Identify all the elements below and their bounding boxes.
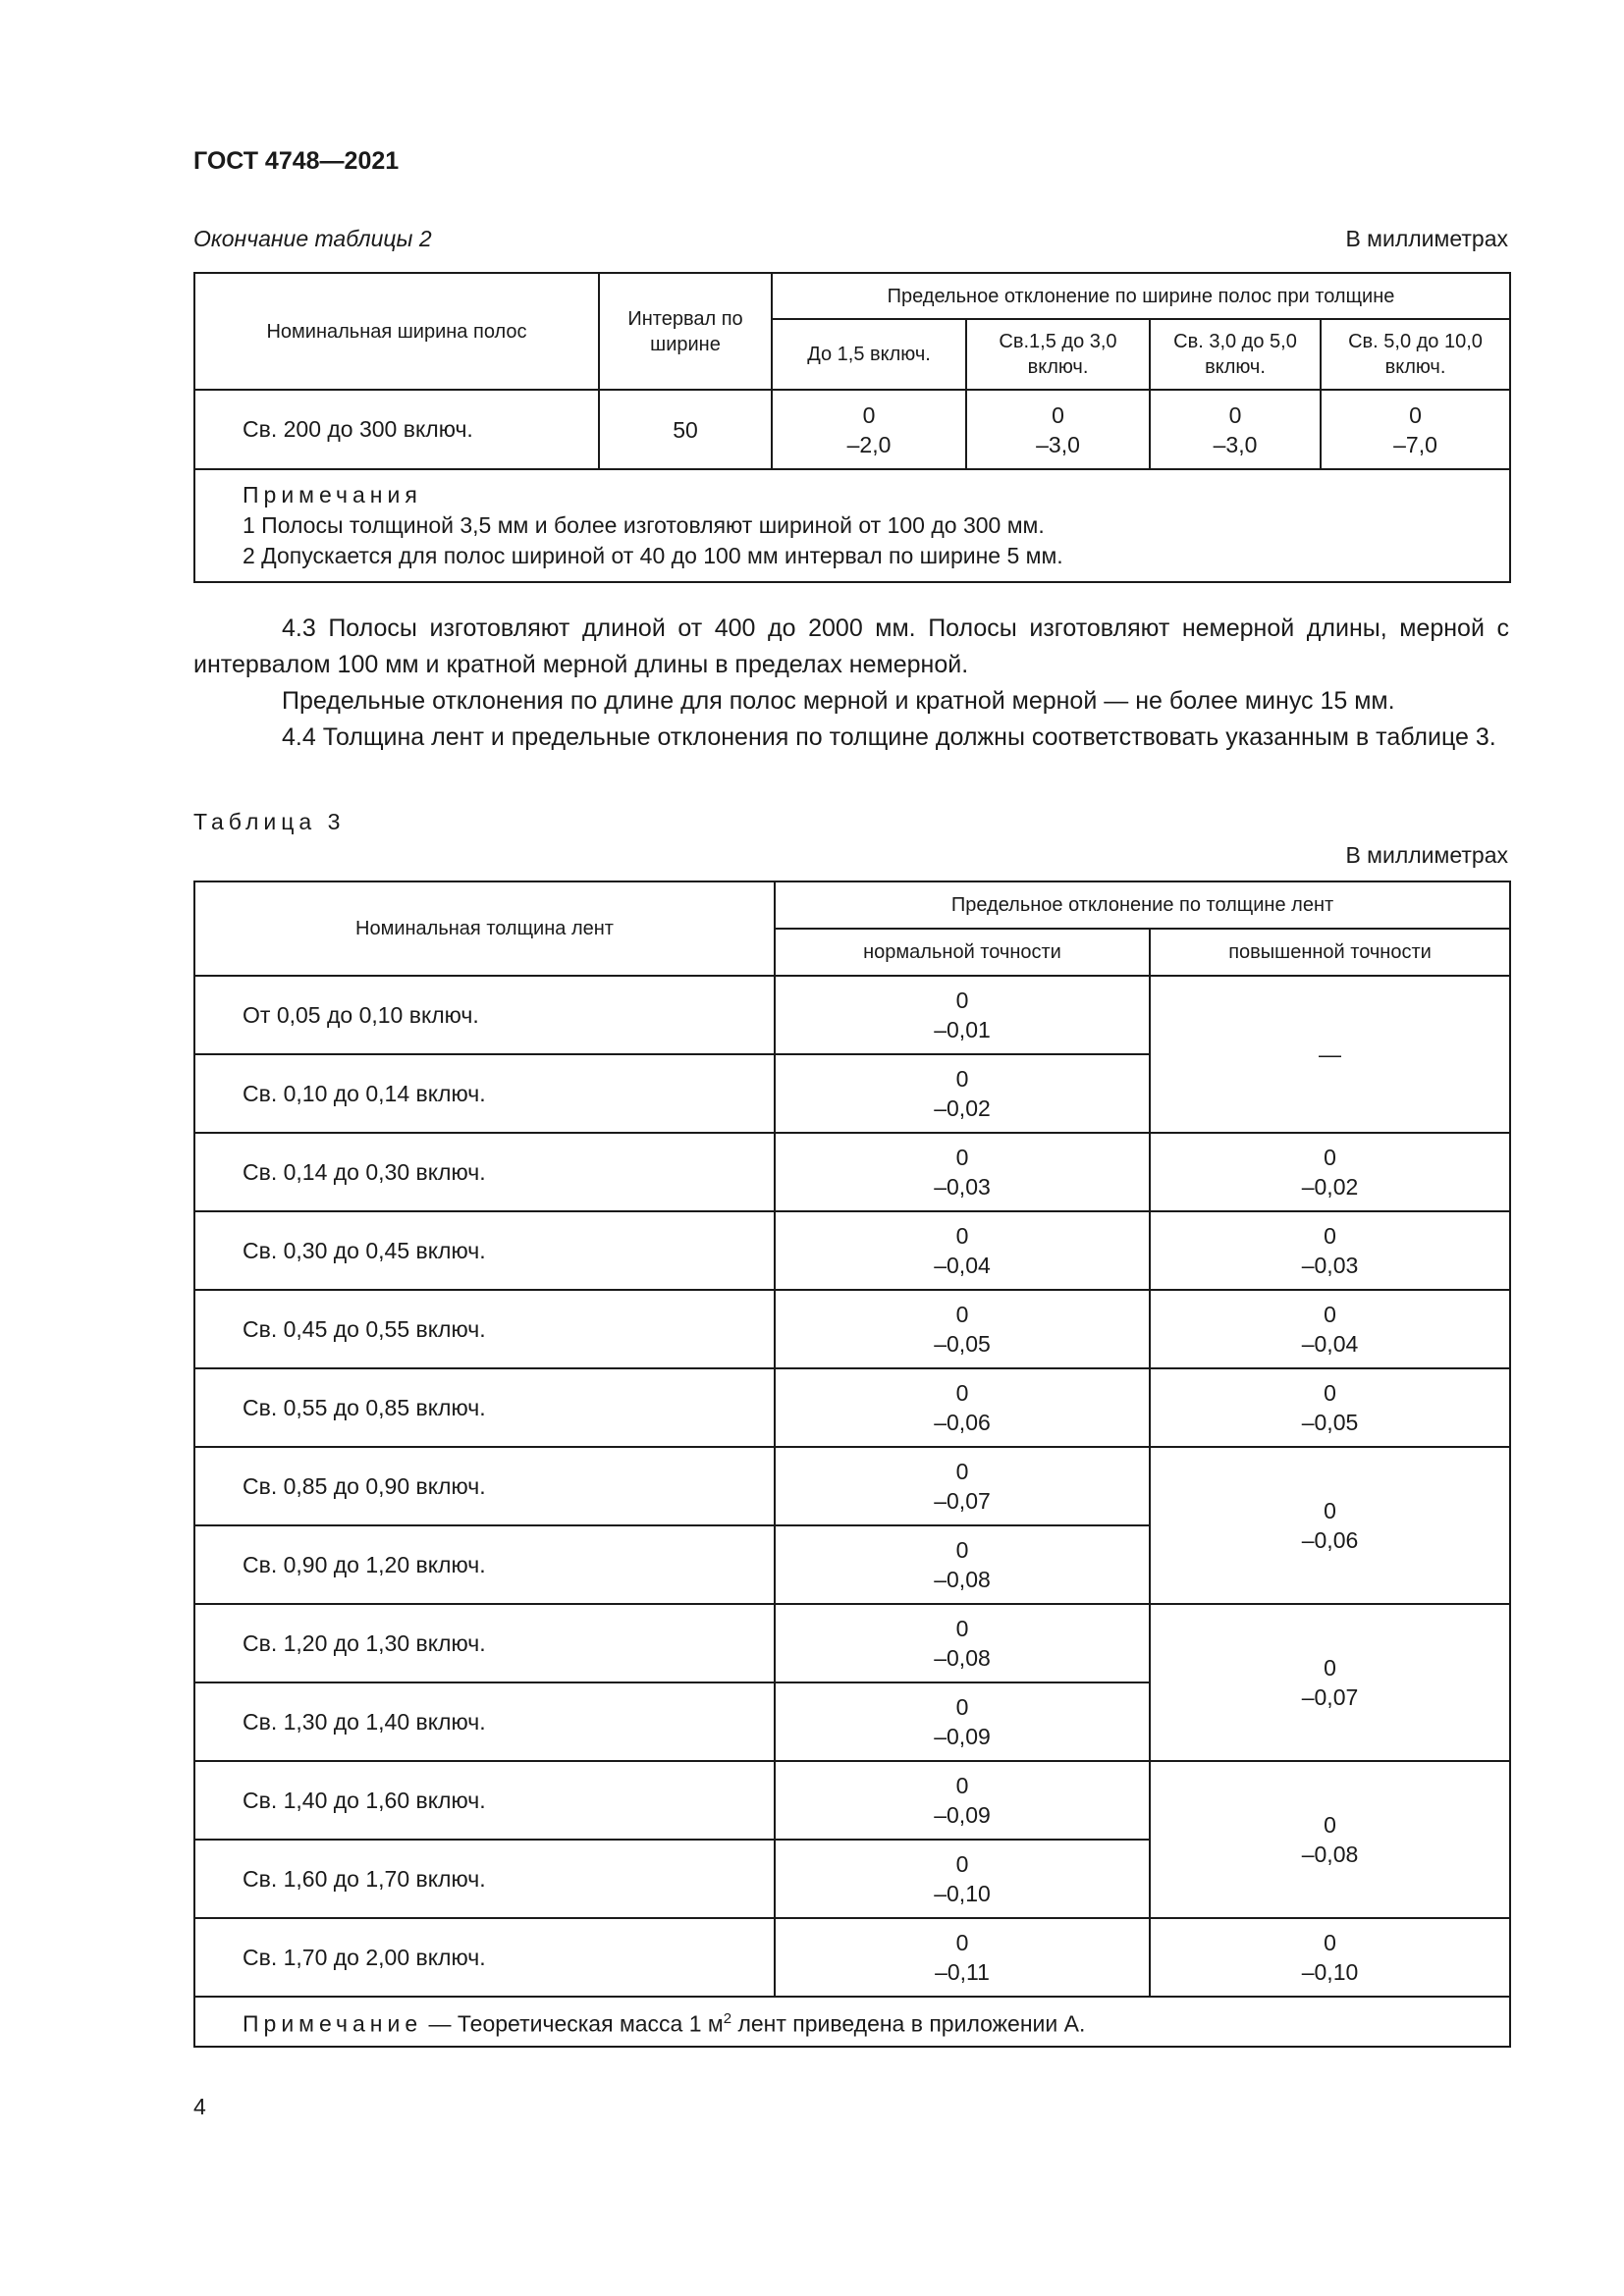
- table2-caption: Окончание таблицы 2: [193, 226, 432, 251]
- table-row: [194, 1918, 1510, 1997]
- t3-cell-normal: 0 –0,05: [775, 1290, 1150, 1368]
- t2-note-item: 2 Допускается для полос шириной от 40 до 100 мм интервал по ширине 5 мм.: [243, 543, 1063, 568]
- t3-cell-high: 0 –0,10: [1150, 1918, 1510, 1997]
- t3-header-normal: нормальной точности: [775, 929, 1150, 976]
- t3-cell-thickness: Св. 0,45 до 0,55 включ.: [194, 1290, 775, 1368]
- t3-cell-thickness: Св. 0,10 до 0,14 включ.: [194, 1054, 775, 1133]
- table-row: [194, 1761, 1510, 1840]
- t3-cell-normal: 0 –0,03: [775, 1133, 1150, 1211]
- table2-units: В миллиметрах: [1345, 226, 1508, 251]
- document-header: ГОСТ 4748—2021: [193, 147, 400, 175]
- table-row: [194, 1133, 1510, 1211]
- t3-cell-thickness: Св. 1,20 до 1,30 включ.: [194, 1604, 775, 1682]
- table-row: [194, 1368, 1510, 1447]
- table-row: [194, 1447, 1510, 1525]
- t3-note-text: — Теоретическая масса 1 м: [422, 2010, 724, 2037]
- t3-cell-thickness: От 0,05 до 0,10 включ.: [194, 976, 775, 1054]
- t3-note-text: лент приведена в приложении А.: [731, 2010, 1086, 2037]
- t3-cell-high: 0 –0,06: [1150, 1447, 1510, 1604]
- t3-cell-normal: 0 –0,08: [775, 1604, 1150, 1682]
- paragraph-4-3-deviation: Предельные отклонения по длине для полос мерной и кратной мерной — не более минус 15 мм.: [282, 687, 1395, 715]
- t3-cell-high: 0 –0,04: [1150, 1290, 1510, 1368]
- t3-cell-normal: 0 –0,06: [775, 1368, 1150, 1447]
- table-row: [194, 976, 1510, 1054]
- t3-cell-normal: 0 –0,09: [775, 1761, 1150, 1840]
- t3-cell-high: —: [1150, 976, 1510, 1133]
- t2-notes: [194, 469, 1510, 582]
- t2-cell-deviation: 0 –3,0: [966, 390, 1150, 469]
- table3-caption: Таблица 3: [193, 809, 346, 834]
- table-row: [194, 1604, 1510, 1682]
- t2-cell-interval: 50: [599, 390, 772, 469]
- t3-header-high: повышенной точности: [1150, 929, 1510, 976]
- t3-header-thickness: Номинальная толщина лент: [194, 881, 775, 976]
- t3-cell-thickness: Св. 1,60 до 1,70 включ.: [194, 1840, 775, 1918]
- t3-cell-thickness: Св. 0,14 до 0,30 включ.: [194, 1133, 775, 1211]
- t3-cell-high: 0 –0,02: [1150, 1133, 1510, 1211]
- t3-note-label: Примечание: [243, 2010, 423, 2037]
- t3-cell-normal: 0 –0,08: [775, 1525, 1150, 1604]
- t3-cell-thickness: Св. 1,40 до 1,60 включ.: [194, 1761, 775, 1840]
- t3-cell-thickness: Св. 0,30 до 0,45 включ.: [194, 1211, 775, 1290]
- t3-cell-high: 0 –0,05: [1150, 1368, 1510, 1447]
- t2-cell-deviation: 0 –2,0: [772, 390, 966, 469]
- t3-header-deviation: Предельное отклонение по толщине лент: [775, 881, 1510, 929]
- t3-cell-normal: 0 –0,11: [775, 1918, 1150, 1997]
- t3-cell-normal: 0 –0,02: [775, 1054, 1150, 1133]
- table2: [193, 272, 1511, 583]
- paragraph-4-4: 4.4 Толщина лент и предельные отклонения по толщине должны соответствовать указанным в таблице 3.: [282, 723, 1496, 751]
- table-row: [194, 390, 1510, 469]
- t2-subheader: Св.1,5 до 3,0 включ.: [966, 319, 1150, 390]
- t2-header-interval: Интервал по ширине: [599, 273, 772, 390]
- t3-cell-high: 0 –0,03: [1150, 1211, 1510, 1290]
- t2-subheader: Св. 5,0 до 10,0 включ.: [1321, 319, 1510, 390]
- t3-cell-normal: 0 –0,10: [775, 1840, 1150, 1918]
- page-number: 4: [193, 2094, 206, 2119]
- t3-cell-high: 0 –0,07: [1150, 1604, 1510, 1761]
- table3-units: В миллиметрах: [1345, 842, 1508, 868]
- t2-note-item: 1 Полосы толщиной 3,5 мм и более изготовляют шириной от 100 до 300 мм.: [243, 512, 1045, 538]
- t3-note: [194, 1997, 1510, 2047]
- t3-cell-normal: 0 –0,01: [775, 976, 1150, 1054]
- t3-cell-high: 0 –0,08: [1150, 1761, 1510, 1918]
- t3-cell-thickness: Св. 0,90 до 1,20 включ.: [194, 1525, 775, 1604]
- t3-cell-normal: 0 –0,09: [775, 1682, 1150, 1761]
- t2-subheader: До 1,5 включ.: [772, 319, 966, 390]
- t2-cell-width: Св. 200 до 300 включ.: [194, 390, 599, 469]
- table-row: [194, 1211, 1510, 1290]
- t2-header-deviation: Предельное отклонение по ширине полос при толщине: [772, 273, 1510, 319]
- t3-cell-thickness: Св. 0,55 до 0,85 включ.: [194, 1368, 775, 1447]
- t2-notes-title: Примечания: [243, 482, 422, 507]
- t2-subheader: Св. 3,0 до 5,0 включ.: [1150, 319, 1321, 390]
- t3-cell-normal: 0 –0,07: [775, 1447, 1150, 1525]
- t3-cell-thickness: Св. 1,30 до 1,40 включ.: [194, 1682, 775, 1761]
- t3-cell-thickness: Св. 0,85 до 0,90 включ.: [194, 1447, 775, 1525]
- t2-cell-deviation: 0 –3,0: [1150, 390, 1321, 469]
- paragraph-4-3: 4.3 Полосы изготовляют длиной от 400 до 2000 мм. Полосы изготовляют немерной длины, мерной с интервалом 100 мм и кратной мерной длины в пределах немерной.: [193, 614, 1509, 678]
- t2-cell-deviation: 0 –7,0: [1321, 390, 1510, 469]
- t3-cell-thickness: Св. 1,70 до 2,00 включ.: [194, 1918, 775, 1997]
- t3-cell-normal: 0 –0,04: [775, 1211, 1150, 1290]
- table3: [193, 881, 1511, 2048]
- table-row: [194, 1290, 1510, 1368]
- t2-header-width: Номинальная ширина полос: [194, 273, 599, 390]
- t3-note-sup: 2: [723, 2010, 732, 2027]
